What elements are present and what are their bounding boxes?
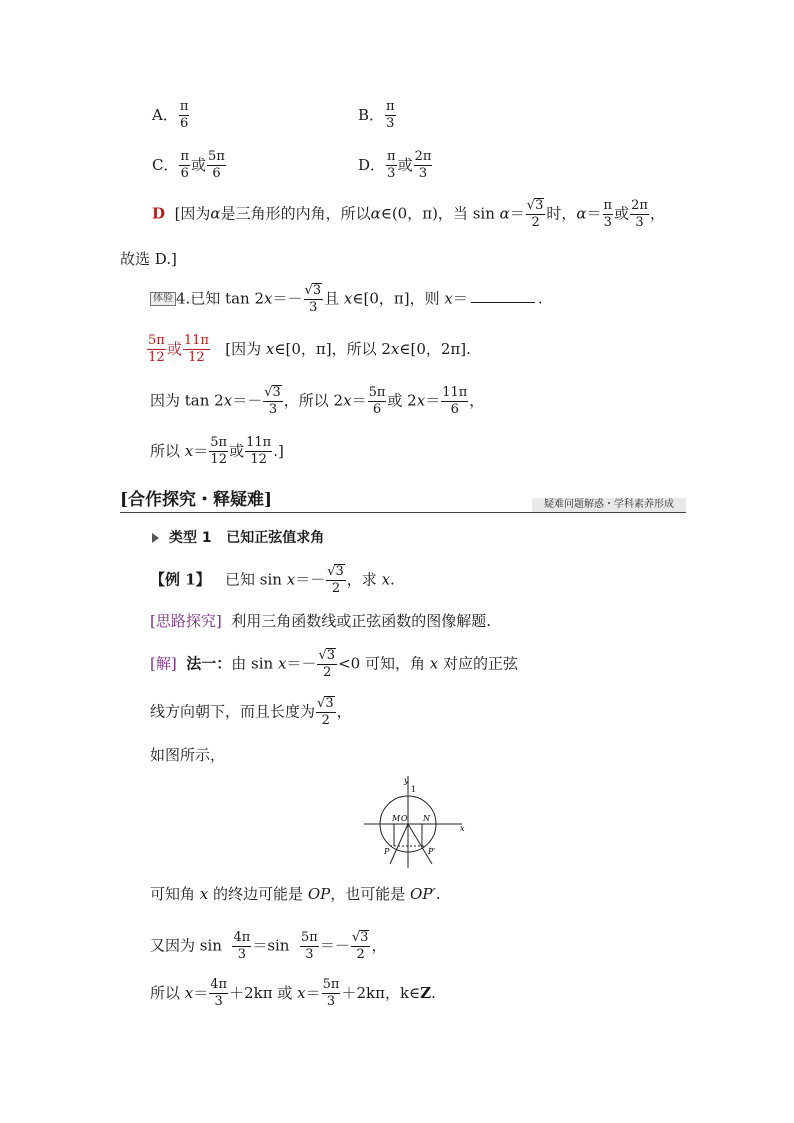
fraction: $\frac{√3}{2}$ <box>526 198 544 231</box>
fraction: $\frac{5\pi}{3}$ <box>301 929 318 962</box>
label-x: x <box>460 824 465 833</box>
label-n: N <box>423 814 430 823</box>
answer-4-line3: 所以 x＝ $\frac{5\pi}{12}$ 或 $\frac{11\pi}{12}$ .] <box>150 435 284 468</box>
fraction: $\frac{5\pi}{6}$ <box>368 384 386 417</box>
fraction: $\frac{2\pi}{3}$ <box>631 197 648 230</box>
ray-op <box>390 824 408 864</box>
type-1-heading: 类型 1 已知正弦值求角 <box>152 531 324 545</box>
fraction: $\frac{√3}{2}$ <box>317 696 334 729</box>
option-d: D． $\frac{\pi}{3}$ 或 $\frac{2\pi}{3}$ <box>358 149 432 182</box>
fraction: $\frac{\pi}{6}$ <box>179 99 189 132</box>
question-4: 体验 4.已知 tan 2x＝－ $\frac{√3}{3}$ 且 x∈[0，π]，则 x＝ . <box>150 283 543 316</box>
fraction: $\frac{2\pi}{3}$ <box>414 149 432 182</box>
fraction: $\frac{√3}{2}$ <box>327 564 344 597</box>
fraction: $\frac{5\pi}{3}$ <box>322 977 340 1010</box>
fraction: $\frac{\pi}{3}$ <box>603 197 613 230</box>
section-subtitle: 疑难问题解惑・学科素养形成 <box>532 498 686 512</box>
fraction: $\frac{4\pi}{3}$ <box>210 977 228 1010</box>
fraction: $\frac{5\pi}{6}$ <box>208 149 225 182</box>
label-p: P <box>384 847 390 856</box>
answer-blank <box>471 302 535 303</box>
example-1: 【例 1】 已知 sin x＝－ $\frac{√3}{2}$ ，求 x. <box>150 564 395 597</box>
option-a: A． $\frac{\pi}{6}$ <box>152 99 189 132</box>
label-1: 1 <box>411 785 417 794</box>
fraction: $\frac{\pi}{6}$ <box>180 149 190 182</box>
option-c: C． $\frac{\pi}{6}$ 或 $\frac{5\pi}{6}$ <box>152 149 225 182</box>
fraction: $\frac{4\pi}{3}$ <box>233 929 251 962</box>
fraction: $\frac{√3}{3}$ <box>304 283 322 316</box>
solution-line3: 如图所示， <box>150 746 226 764</box>
fraction: $\frac{5\pi}{12}$ <box>148 333 165 366</box>
fraction: $\frac{\pi}{3}$ <box>387 149 396 182</box>
answer-4-line1: $\frac{5\pi}{12}$ 或 $\frac{11\pi}{12}$ [因为 x∈[0，π]，所以 2x∈[0，2π]. <box>148 333 471 366</box>
triangle-marker-icon <box>152 533 159 543</box>
solution-line1: [解] 法一：由 sin x＝－ $\frac{√3}{2}$ <0 可知，角 x 对应的正弦 <box>150 648 518 681</box>
fraction: $\frac{11\pi}{12}$ <box>246 435 272 468</box>
idea-line: [思路探究] 利用三角函数线或正弦函数的图像解题. <box>150 612 492 630</box>
label-m: M <box>392 814 401 823</box>
fraction: $\frac{11\pi}{12}$ <box>183 333 209 366</box>
answer-3-line2: 故选 D.] <box>120 250 177 268</box>
answer-4-line2: 因为 tan 2x＝－ $\frac{√3}{3}$ ，所以 2x＝ $\frac{5\pi}{6}$ 或 2x＝ $\frac{11\pi}{6}$ ， <box>150 384 485 418</box>
answer-3-line1: D [因为α是三角形的内角，所以α∈(0，π)，当 sin α＝ $\frac{√3}{2}$ 时，α＝ $\frac{\pi}{3}$ 或 $\frac{2\pi}{3}$ ， <box>152 197 665 231</box>
section-divider <box>120 512 686 513</box>
solution-label: [解] <box>150 654 177 673</box>
answer-letter: D <box>152 204 166 223</box>
idea-label: [思路探究] <box>150 612 222 630</box>
label-y: y <box>404 776 409 785</box>
solution-line4: 可知角 x 的终边可能是 OP，也可能是 OP′. <box>150 885 441 903</box>
option-b: B． $\frac{\pi}{3}$ <box>358 99 395 132</box>
fraction: $\frac{√3}{2}$ <box>351 930 369 963</box>
solution-line5: 又因为 sin $\frac{4\pi}{3}$ ＝sin $\frac{5\pi}{3}$ ＝－ $\frac{√3}{2}$ ， <box>150 929 387 963</box>
solution-line6: 所以 x＝ $\frac{4\pi}{3}$ ＋2kπ 或 x＝ $\frac{5\pi}{3}$ ＋2kπ，k∈Z. <box>150 977 436 1010</box>
fraction: $\frac{5\pi}{12}$ <box>210 435 228 468</box>
solution-line2: 线方向朝下，而且长度为 $\frac{√3}{2}$ ， <box>150 696 352 729</box>
fraction: $\frac{\pi}{3}$ <box>386 99 395 132</box>
ray-op-prime <box>408 824 432 864</box>
label-o: O <box>401 814 408 823</box>
experience-tag: 体验 <box>150 292 176 306</box>
fraction: $\frac{√3}{2}$ <box>318 648 336 681</box>
unit-circle-figure <box>362 774 472 870</box>
section-title: [合作探究・释疑难] <box>120 490 273 510</box>
label-p-prime: P′ <box>428 847 436 856</box>
fraction: $\frac{11\pi}{6}$ <box>442 384 468 417</box>
fraction: $\frac{√3}{3}$ <box>264 385 281 418</box>
